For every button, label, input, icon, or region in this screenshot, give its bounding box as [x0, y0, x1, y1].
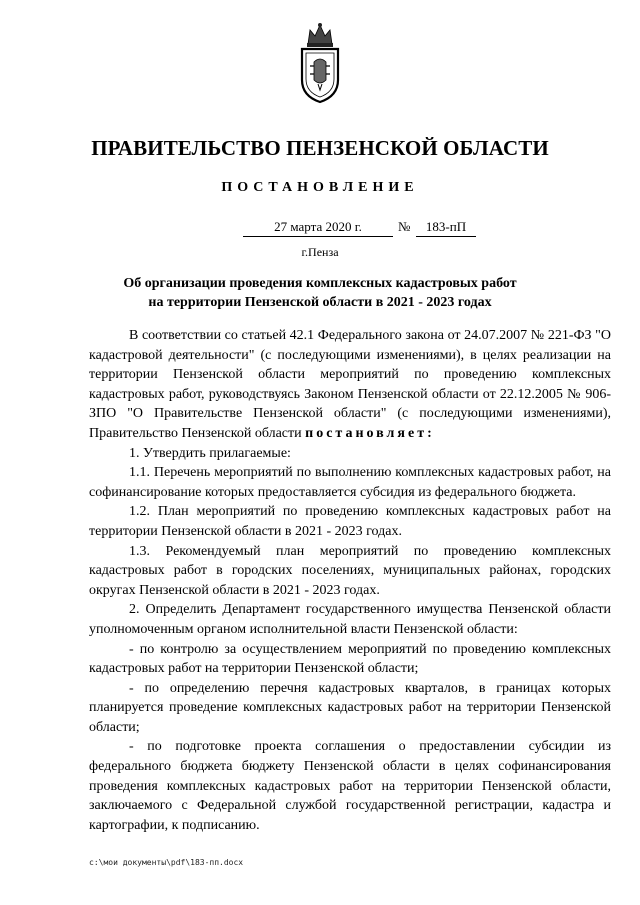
number-sign: № — [398, 219, 411, 234]
decree-word: постановляет: — [305, 425, 435, 441]
document-date: 27 марта 2020 г. — [243, 219, 393, 237]
document-number: 183-пП — [416, 219, 476, 237]
heading-line-1: Об организации проведения комплексных кадастровых работ — [123, 276, 517, 291]
penza-coat-of-arms-icon — [296, 22, 344, 104]
paragraph-2: 2. Определить Департамент государственного имущества Пензенской области уполномоченным органом исполнительной власти Пензенской области: — [89, 602, 611, 637]
file-path-footer: c:\мои документы\pdf\183-пп.docx — [89, 858, 244, 867]
intro-paragraph — [89, 326, 611, 444]
intro-text: В соответствии со статьей 42.1 Федерального закона от 24.07.2007 № 221-ФЗ "О кадастровой деятельности" (с последующими изменениями), в целях реализации на территории Пензенской области мероприятий по проведению комплексных кадастровых работ, руководствуясь Законом Пензенской области от 22.12.2005 № 906-ЗПО "О Правительстве Пензенской области" (с последующими изменениями), Правительство Пензенской области — [89, 328, 611, 441]
paragraph-1-3: 1.3. Рекомендуемый план мероприятий по проведению комплексных кадастровых работ в городских поселениях, муниципальных районах, городских округах Пензенской области в 2021 - 2023 годах. — [89, 543, 611, 598]
document-body — [89, 326, 611, 835]
city-label: г.Пенза — [301, 245, 339, 259]
document-type: ПОСТАНОВЛЕНИЕ — [221, 180, 419, 195]
paragraph-2-c: - по подготовке проекта соглашения о предоставлении субсидии из федерального бюджета бюджету Пензенской области в целях софинансирования проведения комплексных кадастровых работ на территории Пензенской области, заключаемого с Федеральной службой государственной регистрации, кадастра и картографии, к подписанию. — [89, 739, 611, 833]
paragraph-2-a: - по контролю за осуществлением мероприятий по проведению комплексных кадастровых работ на территории Пензенской области; — [89, 641, 611, 677]
paragraph-1-1: 1.1. Перечень мероприятий по выполнению комплексных кадастровых работ, на софинансирование которых предоставляется субсидия из федерального бюджета. — [89, 465, 611, 500]
document-heading — [120, 274, 520, 312]
government-title: ПРАВИТЕЛЬСТВО ПЕНЗЕНСКОЙ ОБЛАСТИ — [91, 136, 549, 160]
paragraph-1-2: 1.2. План мероприятий по проведению комплексных кадастровых работ на территории Пензенской области в 2021 - 2023 годах. — [89, 504, 611, 539]
heading-line-2: на территории Пензенской области в 2021 - 2023 годах — [148, 295, 492, 310]
paragraph-1: 1. Утвердить прилагаемые: — [129, 445, 291, 461]
paragraph-2-b: - по определению перечня кадастровых кварталов, в границах которых планируется проведение комплексных кадастровых работ на территории Пензенской области; — [89, 680, 611, 735]
